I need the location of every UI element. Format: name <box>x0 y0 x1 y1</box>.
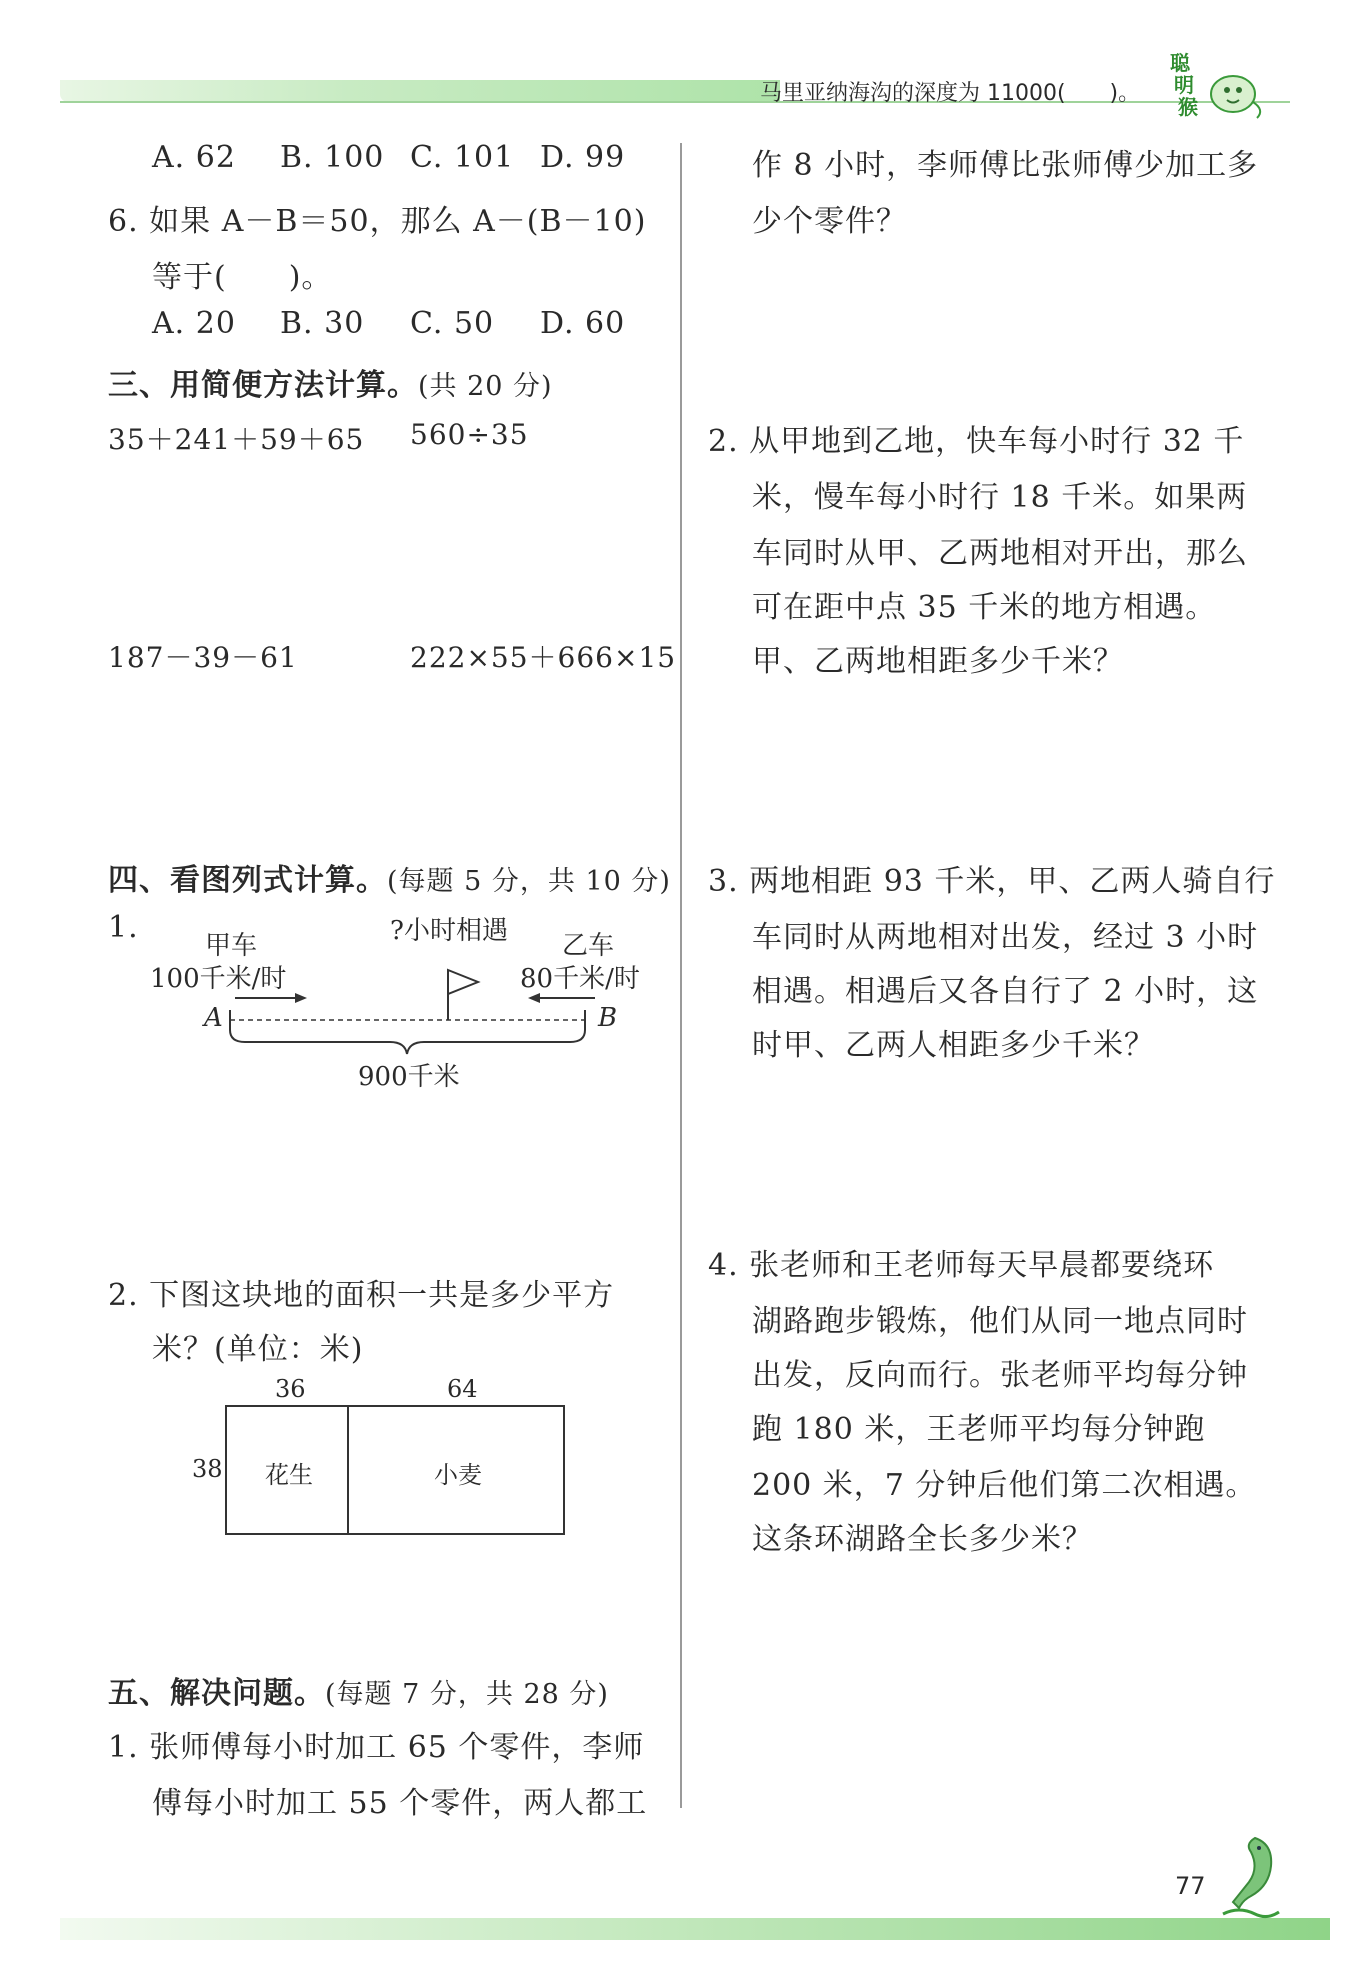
q4-2-line2: 米？(单位：米) <box>152 1332 364 1367</box>
calc-2: 560÷35 <box>410 418 529 451</box>
problem2-line1: 2. 从甲地到乙地，快车每小时行 32 千 <box>708 424 1245 459</box>
problem3-line4: 时甲、乙两人相距多少千米？ <box>752 1028 1155 1063</box>
page-number: 77 <box>1175 1872 1206 1900</box>
meeting-diagram <box>200 950 620 1060</box>
meet-label: ?小时相遇 <box>390 916 508 946</box>
q5-option-a: A. 62 <box>152 140 236 175</box>
q5-option-b: B. 100 <box>280 140 385 175</box>
mascot-char: 聪 <box>1170 51 1190 75</box>
problem4-line6: 这条环湖路全长多少米？ <box>752 1522 1093 1557</box>
section3-title: 三、用简便方法计算。 <box>108 368 418 403</box>
speed-a-label: 100千米/时 <box>150 964 287 994</box>
problem2-line2: 米，慢车每小时行 18 千米。如果两 <box>752 480 1248 515</box>
peanut-area-label: 花生 <box>265 1461 313 1489</box>
problem4-line1: 4. 张老师和王老师每天早晨都要绕环 <box>708 1248 1215 1283</box>
section5-heading <box>108 1668 609 1712</box>
header-band <box>60 80 780 102</box>
point-a-label: A <box>204 1003 223 1033</box>
q6-line1: 6. 如果 A－B＝50，那么 A－(B－10) <box>108 204 647 239</box>
problem4-line3: 出发，反向而行。张老师平均每分钟 <box>752 1358 1248 1393</box>
problem4-line2: 湖路跑步锻炼，他们从同一地点同时 <box>752 1304 1248 1339</box>
speed-b-label: 80千米/时 <box>520 964 640 994</box>
section4-score: (每题 5 分，共 10 分) <box>387 866 671 897</box>
problem3-line1: 3. 两地相距 93 千米，甲、乙两人骑自行 <box>708 864 1276 899</box>
footer-band <box>60 1918 1330 1940</box>
q4-1-number: 1. <box>108 910 139 945</box>
q5-option-c: C. 101 <box>410 140 515 175</box>
width2-label: 64 <box>447 1375 478 1403</box>
point-b-label: B <box>598 1003 618 1033</box>
mascot-char: 明 <box>1174 73 1194 97</box>
calc-3: 187－39－61 <box>108 641 298 674</box>
section4-title: 四、看图列式计算。 <box>108 863 387 898</box>
q6-line2: 等于( )。 <box>152 260 333 295</box>
section5-title: 五、解决问题。 <box>108 1676 325 1711</box>
problem4-line5: 200 米，7 分钟后他们第二次相遇。 <box>752 1468 1257 1503</box>
field-rectangle <box>225 1405 565 1535</box>
problem2-line5: 甲、乙两地相距多少千米？ <box>752 644 1124 679</box>
problem2-line3: 车同时从甲、乙两地相对开出，那么 <box>752 536 1248 571</box>
q5-option-d: D. 99 <box>540 140 626 175</box>
car-b-label: 乙车 <box>562 931 615 961</box>
problem3-line2: 车同时从两地相对出发，经过 3 小时 <box>752 920 1259 955</box>
calc-4: 222×55＋666×15 <box>410 641 677 674</box>
column-divider <box>680 143 682 1808</box>
problem4-line4: 跑 180 米，王老师平均每分钟跑 <box>752 1412 1206 1447</box>
header-hint: 马里亚纳海沟的深度为 11000( )。 <box>760 81 1141 106</box>
field-divider <box>347 1407 349 1533</box>
q6-option-c: C. 50 <box>410 306 495 341</box>
problem1-line1: 1. 张师傅每小时加工 65 个零件，李师 <box>108 1730 645 1765</box>
q6-option-b: B. 30 <box>280 306 365 341</box>
problem2-line4: 可在距中点 35 千米的地方相遇。 <box>752 590 1217 625</box>
distance-label: 900千米 <box>358 1062 460 1092</box>
section5-score: (每题 7 分，共 28 分) <box>325 1679 609 1710</box>
q4-2-line1: 2. 下图这块地的面积一共是多少平方 <box>108 1278 615 1313</box>
problem3-line3: 相遇。相遇后又各自行了 2 小时，这 <box>752 974 1259 1009</box>
problem1-line4: 少个零件？ <box>752 204 907 239</box>
section3-heading <box>108 360 553 404</box>
mascot-char: 猴 <box>1178 95 1198 119</box>
calc-1: 35＋241＋59＋65 <box>108 423 365 456</box>
dolphin-icon <box>1215 1830 1285 1924</box>
problem1-line2: 傅每小时加工 55 个零件，两人都工 <box>152 1786 648 1821</box>
q6-option-a: A. 20 <box>152 306 236 341</box>
car-a-label: 甲车 <box>205 931 258 961</box>
width1-label: 36 <box>275 1375 306 1403</box>
problem1-line3: 作 8 小时，李师傅比张师傅少加工多 <box>752 148 1259 183</box>
section4-heading <box>108 855 671 899</box>
q6-option-d: D. 60 <box>540 306 626 341</box>
height-label: 38 <box>192 1455 223 1483</box>
mascot-label <box>1170 52 1198 118</box>
section3-score: (共 20 分) <box>418 371 553 402</box>
wheat-area-label: 小麦 <box>434 1461 482 1489</box>
